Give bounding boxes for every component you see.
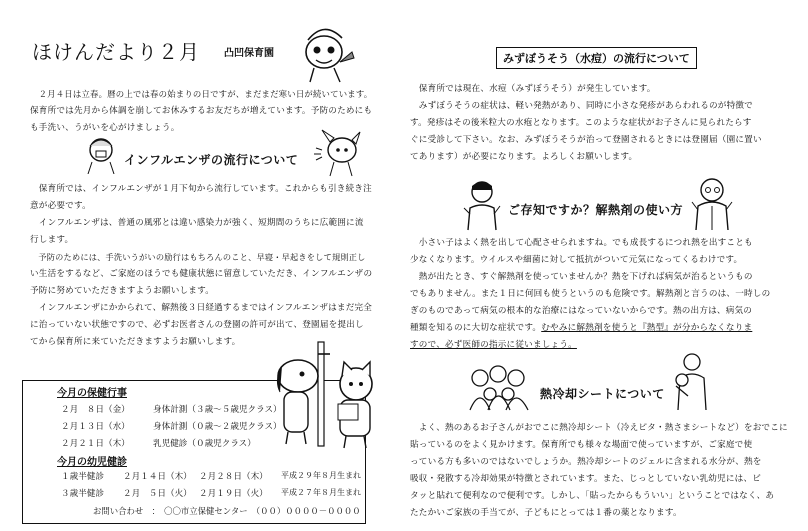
- chickenpox-line: みずぼうそうの症状は、軽い発熱があり、同時に小さな発疹があらわれるのが特徴で: [410, 101, 753, 111]
- intro-line: も手洗い、うがいを心がけましょう。: [30, 123, 180, 133]
- boy-mascot-illustration: [296, 18, 358, 84]
- health-event-date: ２月１３日（水）: [61, 422, 130, 432]
- child-checkup-heading: 今月の幼児健診: [57, 457, 127, 468]
- antipyretic-underlined: すので、必ず医師の指示に従いましょう。: [410, 340, 577, 350]
- health-event-name: 乳児健診（０歳児クラス）: [153, 439, 256, 449]
- flu-line: インフルエンザにかかられて、解熱後３日経過するまではインフルエンザはまだ完全: [30, 303, 373, 313]
- contact-info: お問い合わせ ： 〇〇市立保健センター （００）００００－００００: [93, 506, 361, 516]
- chickenpox-line: てあります）が必要になります。よろしくお願いします。: [410, 152, 638, 162]
- flu-line: 行します。: [30, 235, 74, 245]
- flu-line: 意が必要です。: [30, 201, 91, 211]
- flu-line: インフルエンザは、普通の風邪とは違い感染力が強く、短期間のうちに広範囲に流: [30, 218, 364, 228]
- checkup-date: ２月２８日（木）: [199, 472, 268, 482]
- flu-line: 保育所では、インフルエンザが１月下旬から流行しています。これからも引き続き注: [30, 184, 372, 194]
- page-title: ほけんだより２月: [32, 40, 200, 64]
- sneezing-dog-illustration: [312, 128, 366, 178]
- health-events-heading: 今月の保健行事: [57, 388, 127, 399]
- health-event-name: 身体計測（０歳～２歳児クラス）: [153, 422, 282, 432]
- cooling-sheet-heading: 熱冷却シートについて: [540, 387, 665, 401]
- health-event-date: ２月２１日（木）: [61, 439, 130, 449]
- antipyretic-line: ぎのものであって病気の根本的な治療にはなっていないからです。熱の出方は、病気の: [410, 306, 753, 316]
- checkup-date: ２月１９日（火）: [199, 489, 268, 499]
- cooling-line: たたかいご家族の手当てが、子どもにとっては１番の薬となります。: [410, 508, 682, 518]
- health-event-date: ２月 ８日（金）: [61, 405, 130, 415]
- checkup-born: 平成２９年８月生まれ: [281, 471, 361, 480]
- org-name: 凸凹保育園: [224, 48, 274, 59]
- cooling-line: っている方も多いのではないでしょうか。熱冷却シートのジェルに含まれる水分が、熱を: [410, 457, 762, 467]
- flu-line: てから保育所に来ていただきますようお願いします。: [30, 337, 241, 347]
- antipyretic-line: 小さい子はよく熱を出して心配させられますね。でも成長するにつれ熱を出すことも: [410, 238, 753, 248]
- flu-line: に治っていない状態ですので、必ずお医者さんの登園の許可が出て、登園届を提出し: [30, 320, 364, 330]
- pharmacist-illustration: [460, 178, 504, 232]
- antipyretic-underlined: むやみに解熱剤を使うと『熱型』が分からなくなりま: [541, 323, 753, 333]
- nurse-illustration: [84, 134, 118, 174]
- antipyretic-line-with-underline: [410, 320, 752, 337]
- antipyretic-line: 少なくなります。ウイルスや細菌に対して抵抗がついて元気になってくるわけです。: [410, 255, 743, 265]
- family-illustration: [466, 364, 532, 412]
- dog-cat-measuring-illustration: [258, 340, 390, 450]
- health-event-name: 身体計測（３歳～５歳児クラス）: [153, 405, 282, 415]
- intro-line: ２月４日は立春。暦の上では春の始まりの日ですが、まだまだ寒い日が続いています。: [30, 89, 373, 99]
- checkup-name: １歳半健診: [61, 472, 104, 482]
- checkup-born: 平成２７年８月生まれ: [281, 488, 361, 497]
- checkup-date: ２月 ５日（火）: [123, 489, 192, 499]
- chickenpox-line: ぐに受診して下さい。なお、みずぼうそうが治って登園されるときには登園届（園に置い: [410, 135, 762, 145]
- antipyretic-heading: ご存知ですか？解熱剤の使い方: [508, 203, 684, 217]
- flu-line: い生活をするなど、ご家庭のほうでも健康状態に留意していただき、インフルエンザの: [30, 269, 373, 279]
- flu-line: 予防に努めていただきますようお願いします。: [30, 286, 214, 296]
- chickenpox-heading: みずぼうそう（水痘）の流行について: [496, 47, 697, 69]
- cooling-line: 吸収・発散する冷却効果が特徴とされています。また、じっとしていない乳幼児には、ビ: [410, 474, 762, 484]
- checkup-date: ２月１４日（木）: [123, 472, 192, 482]
- antipyretic-line: 種類を知るのに大切な症状です。: [410, 323, 542, 333]
- parent-child-illustration: [668, 352, 712, 412]
- doctor-illustration: [690, 176, 734, 232]
- flu-heading: インフルエンザの流行について: [124, 153, 299, 167]
- cooling-line: よく、熱のあるお子さんがおでこに熱冷却シート（冷えピタ・熱さまシートなど）をおでこに: [410, 423, 788, 433]
- cooling-line: タッと貼れて便利なので便利です。しかし、「貼ったからもういい」ということではなく、あ: [410, 491, 775, 501]
- cooling-line: 貼っているのをよく見かけます。保育所でも様々な場面で使っていますが、ご家庭で使: [410, 440, 753, 450]
- antipyretic-line: でもありません。また１日に何回も使うというのも危険です。解熱剤と言うのは、一時しの: [410, 289, 771, 299]
- chickenpox-line: す。発疹はその後米粒大の水疱となります。このような症状がお子さんに見られたらす: [410, 118, 752, 128]
- antipyretic-line: 熱が出たとき、すぐ解熱剤を使っていませんか？熱を下げれば病気が治るというもの: [410, 272, 753, 282]
- chickenpox-line: 保育所では現在、水痘（みずぼうそう）が発生しています。: [410, 84, 656, 94]
- flu-line: 予防のためには、手洗いうがいの励行はもちろんのこと、早寝・早起きをして規則正し: [30, 252, 366, 262]
- checkup-name: ３歳半健診: [61, 489, 104, 499]
- intro-line: 保育所では先月から体調を崩してお休みするお友だちが増えています。予防のためにも: [30, 106, 373, 116]
